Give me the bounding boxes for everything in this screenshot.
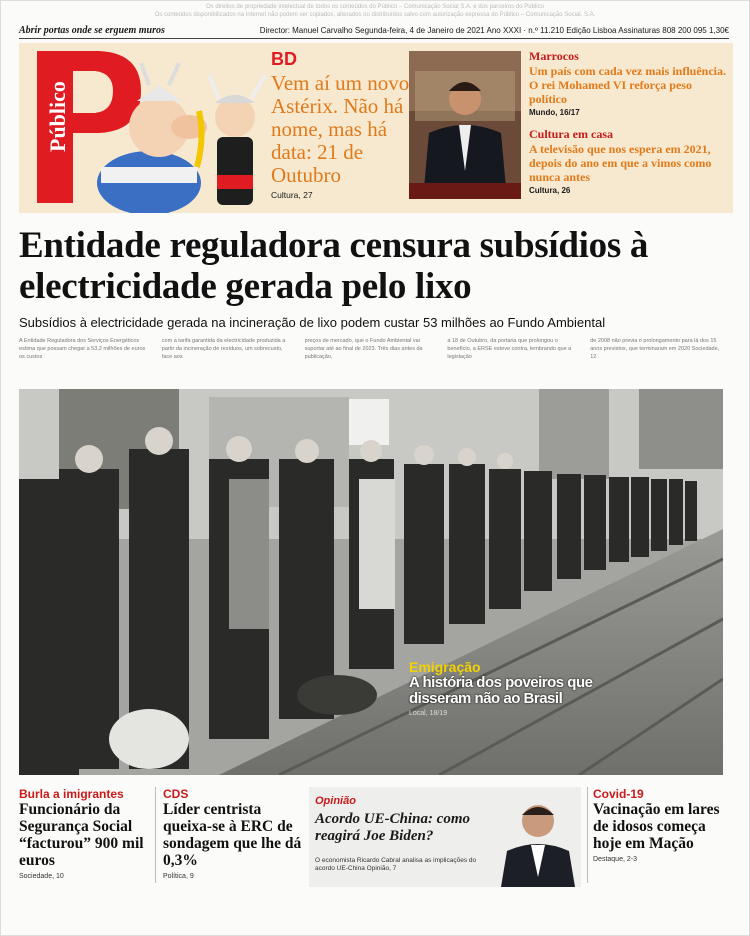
emigration-photo[interactable] bbox=[19, 389, 723, 775]
issue-info: Director: Manuel Carvalho Segunda-feira, 4 de Janeiro de 2021 Ano XXXI · n.º 11.210 Edição Lisboa Assinaturas 808 200 095 1,30€ bbox=[259, 26, 729, 35]
body-col-1: A Entidade Reguladora dos Serviços Energéticos estima que possam chegar a 53,2 milhões de euros os custos bbox=[19, 338, 146, 360]
legal-line-1: Os direitos de propriedade intelectual de todos os conteúdos do Público – Comunicação Social S.A. e dos parceiros do Público bbox=[206, 4, 544, 10]
teaser-title: A televisão que nos espera em 2021, depois do ano em que a vimos como nunca antes bbox=[529, 142, 712, 184]
king-photo bbox=[409, 51, 521, 199]
photo-caption bbox=[409, 659, 599, 717]
bd-teaser[interactable] bbox=[271, 49, 421, 200]
teaser-burla[interactable] bbox=[19, 787, 147, 880]
opinion-kicker: Opinião bbox=[315, 795, 356, 807]
masthead bbox=[19, 43, 733, 213]
body-col-3: preços de mercado, que o Fundo Ambiental vai suportar até ao final de 2023. Três dias antes da publicação, bbox=[304, 338, 423, 360]
body-col-5: de 2008 não previa o prolongamento para lá dos 15 anos previstos, que terminaram em 2020 Sociedade, 12 bbox=[590, 338, 720, 360]
teaser-section: Mundo, 16/17 bbox=[529, 108, 580, 117]
photo-title: A história dos poveiros que disseram não ao Brasil bbox=[409, 674, 593, 707]
photo-section: Local, 18/19 bbox=[409, 710, 448, 717]
teaser-section: Cultura, 26 bbox=[529, 186, 571, 195]
main-subhead: Subsídios à electricidade gerada na incineração de lixo podem custar 53 milhões ao Fundo Ambiental bbox=[19, 315, 606, 330]
dateline bbox=[19, 25, 729, 39]
slogan: Abrir portas onde se erguem muros bbox=[19, 25, 165, 36]
teaser-marrocos[interactable] bbox=[529, 49, 729, 117]
main-body bbox=[19, 337, 721, 375]
teaser-title: Líder centrista queixa-se à ERC de sondagem que lhe dá 0,3% bbox=[163, 801, 302, 869]
teaser-title: Um país com cada vez mais influência. O rei Mohamed VI reforça peso político bbox=[529, 64, 726, 106]
teaser-kicker: Cultura em casa bbox=[529, 127, 613, 141]
legal-line-2: Os conteúdos disponibilizados na Internet não podem ser copiados, alterados ou distribuídos salvo com autorização expressa do Público – Comunicação Social, S.A. bbox=[154, 12, 596, 18]
bd-kicker: BD bbox=[271, 49, 297, 69]
teaser-title: Vacinação em lares de idosos começa hoje em Mação bbox=[593, 801, 720, 852]
bd-title: Vem aí um novo Astérix. Não há nome, mas há data: 21 de Outubro bbox=[271, 71, 410, 187]
teaser-kicker: Covid-19 bbox=[593, 787, 644, 801]
teaser-cds[interactable] bbox=[163, 787, 303, 880]
body-col-2: com a tarifa garantida da electricidade produzida a partir da incineração de resíduos, um sobrecusto, face aos bbox=[161, 338, 286, 360]
photo-illustration bbox=[19, 389, 723, 775]
author-photo bbox=[495, 789, 581, 887]
legal-notice bbox=[21, 3, 729, 19]
opinion-title: Acordo UE-China: como reagirá Joe Biden? bbox=[315, 811, 471, 844]
asterix-illustration bbox=[79, 57, 289, 213]
divider bbox=[587, 787, 588, 883]
teaser-covid[interactable] bbox=[593, 787, 733, 863]
main-headline[interactable]: Entidade reguladora censura subsídios à electricidade gerada pelo lixo bbox=[19, 225, 649, 307]
photo-kicker: Emigração bbox=[409, 659, 481, 675]
teaser-kicker: Marrocos bbox=[529, 49, 579, 63]
divider bbox=[155, 787, 156, 883]
teaser-kicker: CDS bbox=[163, 787, 189, 801]
opinion-desc: O economista Ricardo Cabral analisa as implicações do acordo UE-China Opinião, 7 bbox=[315, 857, 477, 872]
teaser-title: Funcionário da Segurança Social “facturou” 900 mil euros bbox=[19, 801, 144, 869]
side-teasers bbox=[529, 49, 729, 205]
logo-wordmark: Público bbox=[45, 81, 70, 152]
teaser-section: Sociedade, 10 bbox=[19, 873, 64, 880]
bd-section: Cultura, 27 bbox=[271, 190, 313, 200]
teaser-cultura[interactable] bbox=[529, 127, 729, 195]
opinion-teaser[interactable] bbox=[309, 787, 581, 887]
bottom-teasers bbox=[19, 787, 733, 897]
teaser-section: Destaque, 2-3 bbox=[593, 856, 637, 863]
body-col-4: a 18 de Outubro, da portaria que prolongou o benefício, a ERSE esteve contra, lembrando que a legislação bbox=[447, 338, 572, 360]
teaser-section: Política, 9 bbox=[163, 873, 194, 880]
teaser-kicker: Burla a imigrantes bbox=[19, 787, 124, 801]
